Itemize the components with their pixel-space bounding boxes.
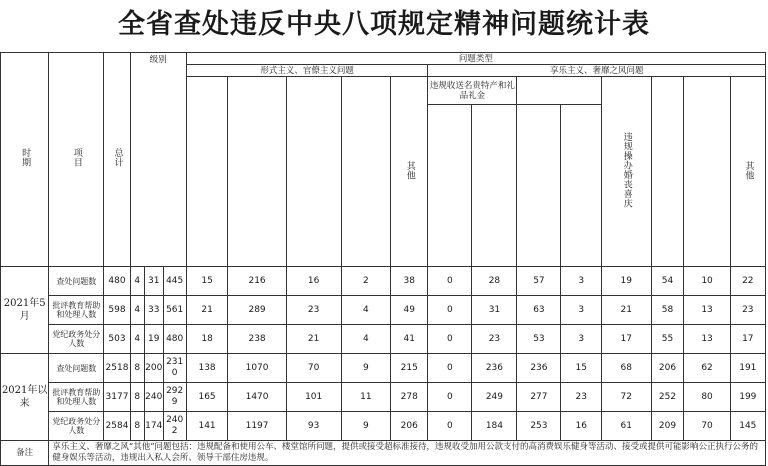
value-cell: 15 [561, 354, 602, 383]
value-cell: 13 [684, 325, 730, 354]
value-cell: 0 [428, 267, 472, 296]
value-cell: 240 [144, 383, 163, 412]
note-text: 享乐主义、奢靡之风“其他”问题包括：违规配备和使用公车、楼堂馆所问题，提供或接受超标准接待，违规收受加用公款支付的高消费娱乐健身等活动、接受或提供可能影响公正执行公务的健身娱乐等活动，违规出入私人会所、领导干部住房违规。 [49, 441, 766, 466]
value-cell: 23 [561, 383, 602, 412]
gifts-col-1 [428, 105, 472, 267]
formalism-col-3 [286, 77, 341, 267]
table-row [1, 383, 766, 412]
value-cell: 93 [286, 412, 341, 441]
value-cell: 2 [341, 267, 390, 296]
hedonism-col-3 [684, 77, 730, 267]
value-cell: 236 [517, 354, 561, 383]
value-cell: 0 [428, 412, 472, 441]
period-header: 时期 [1, 53, 49, 267]
table-row [1, 412, 766, 441]
value-cell: 4 [130, 267, 144, 296]
value-cell: 101 [286, 383, 341, 412]
hedonism-col-other: 其他 [730, 77, 765, 267]
value-cell: 18 [186, 325, 228, 354]
gifts-col-2 [472, 105, 517, 267]
value-cell: 200 [144, 354, 163, 383]
value-cell: 68 [602, 354, 651, 383]
formalism-group-header: 形式主义、官僚主义问题 [186, 65, 428, 77]
value-cell: 289 [228, 296, 286, 325]
hedonism-group-header: 享乐主义、奢靡之风问题 [428, 65, 766, 77]
value-cell: 216 [228, 267, 286, 296]
level-header: 级别 [130, 53, 186, 267]
value-cell: 70 [684, 412, 730, 441]
dining-col-2 [561, 105, 602, 267]
value-cell: 10 [684, 267, 730, 296]
value-cell: 8 [130, 383, 144, 412]
value-cell: 145 [730, 412, 765, 441]
item-label-cell: 党纪政务处分人数 [49, 412, 104, 441]
value-cell: 0 [428, 383, 472, 412]
value-cell: 21 [602, 296, 651, 325]
item-label-cell: 党纪政务处分人数 [49, 325, 104, 354]
item-label-cell: 批评教育帮助和处理人数 [49, 296, 104, 325]
value-cell: 3177 [104, 383, 130, 412]
formalism-col-4 [341, 77, 390, 267]
item-label-cell: 批评教育帮助和处理人数 [49, 383, 104, 412]
value-cell: 4 [341, 325, 390, 354]
formalism-col-other: 其他 [391, 77, 428, 267]
value-cell: 62 [684, 354, 730, 383]
value-cell: 17 [602, 325, 651, 354]
value-cell: 141 [186, 412, 228, 441]
value-cell: 2310 [163, 354, 186, 383]
value-cell: 11 [341, 383, 390, 412]
value-cell: 31 [144, 267, 163, 296]
value-cell: 1197 [228, 412, 286, 441]
period-cell: 2021年5月 [1, 267, 49, 354]
gifts-group-header: 违规收送名贵特产和礼品礼金 [428, 77, 517, 105]
value-cell: 2402 [163, 412, 186, 441]
value-cell: 8 [130, 354, 144, 383]
item-label-cell: 查处问题数 [49, 267, 104, 296]
value-cell: 49 [391, 296, 428, 325]
value-cell: 72 [602, 383, 651, 412]
note-label: 备注 [1, 441, 49, 466]
value-cell: 1470 [228, 383, 286, 412]
value-cell: 598 [104, 296, 130, 325]
value-cell: 21 [186, 296, 228, 325]
value-cell: 2929 [163, 383, 186, 412]
value-cell: 38 [391, 267, 428, 296]
value-cell: 16 [561, 412, 602, 441]
value-cell: 480 [104, 267, 130, 296]
value-cell: 70 [286, 354, 341, 383]
page-title: 全省查处违反中央八项规定精神问题统计表 [118, 9, 650, 40]
value-cell: 561 [163, 296, 186, 325]
value-cell: 55 [651, 325, 684, 354]
value-cell: 23 [286, 296, 341, 325]
value-cell: 31 [472, 296, 517, 325]
table-row [1, 296, 766, 325]
value-cell: 57 [517, 267, 561, 296]
value-cell: 206 [651, 354, 684, 383]
value-cell: 253 [517, 412, 561, 441]
value-cell: 19 [144, 325, 163, 354]
value-cell: 2584 [104, 412, 130, 441]
value-cell: 0 [428, 325, 472, 354]
value-cell: 0 [428, 354, 472, 383]
value-cell: 2518 [104, 354, 130, 383]
total-header: 总计 [104, 53, 130, 267]
value-cell: 199 [730, 383, 765, 412]
value-cell: 480 [163, 325, 186, 354]
value-cell: 184 [472, 412, 517, 441]
value-cell: 252 [651, 383, 684, 412]
period-cell: 2021年以来 [1, 354, 49, 441]
value-cell: 9 [341, 412, 390, 441]
value-cell: 9 [341, 354, 390, 383]
value-cell: 277 [517, 383, 561, 412]
item-header: 项目 [49, 53, 104, 267]
value-cell: 54 [651, 267, 684, 296]
hedonism-col-2 [651, 77, 684, 267]
table-body [1, 267, 766, 441]
value-cell: 17 [730, 325, 765, 354]
value-cell: 1070 [228, 354, 286, 383]
problem-type-header: 问题类型 [186, 53, 765, 65]
value-cell: 16 [286, 267, 341, 296]
value-cell: 15 [186, 267, 228, 296]
table-row [1, 354, 766, 383]
dining-col-1 [517, 105, 561, 267]
value-cell: 80 [684, 383, 730, 412]
value-cell: 41 [391, 325, 428, 354]
value-cell: 4 [341, 296, 390, 325]
value-cell: 8 [130, 412, 144, 441]
value-cell: 503 [104, 325, 130, 354]
value-cell: 165 [186, 383, 228, 412]
statistics-table [0, 52, 766, 466]
value-cell: 58 [651, 296, 684, 325]
value-cell: 3 [561, 325, 602, 354]
value-cell: 215 [391, 354, 428, 383]
value-cell: 0 [428, 296, 472, 325]
value-cell: 13 [684, 296, 730, 325]
value-cell: 191 [730, 354, 765, 383]
value-cell: 3 [561, 267, 602, 296]
value-cell: 33 [144, 296, 163, 325]
hedonism-col-weddings: 违规操办婚丧喜庆 [602, 77, 651, 267]
item-label-cell: 查处问题数 [49, 354, 104, 383]
value-cell: 19 [602, 267, 651, 296]
value-cell: 4 [130, 296, 144, 325]
dining-group-header [517, 77, 602, 105]
value-cell: 3 [561, 296, 602, 325]
value-cell: 238 [228, 325, 286, 354]
table-row [1, 325, 766, 354]
value-cell: 174 [144, 412, 163, 441]
value-cell: 23 [730, 296, 765, 325]
value-cell: 21 [286, 325, 341, 354]
value-cell: 138 [186, 354, 228, 383]
value-cell: 28 [472, 267, 517, 296]
value-cell: 249 [472, 383, 517, 412]
value-cell: 236 [472, 354, 517, 383]
value-cell: 23 [472, 325, 517, 354]
value-cell: 53 [517, 325, 561, 354]
value-cell: 278 [391, 383, 428, 412]
formalism-col-2 [228, 77, 286, 267]
table-row [1, 267, 766, 296]
value-cell: 61 [602, 412, 651, 441]
formalism-col-1 [186, 77, 228, 267]
value-cell: 22 [730, 267, 765, 296]
value-cell: 445 [163, 267, 186, 296]
value-cell: 63 [517, 296, 561, 325]
value-cell: 4 [130, 325, 144, 354]
value-cell: 206 [391, 412, 428, 441]
value-cell: 209 [651, 412, 684, 441]
